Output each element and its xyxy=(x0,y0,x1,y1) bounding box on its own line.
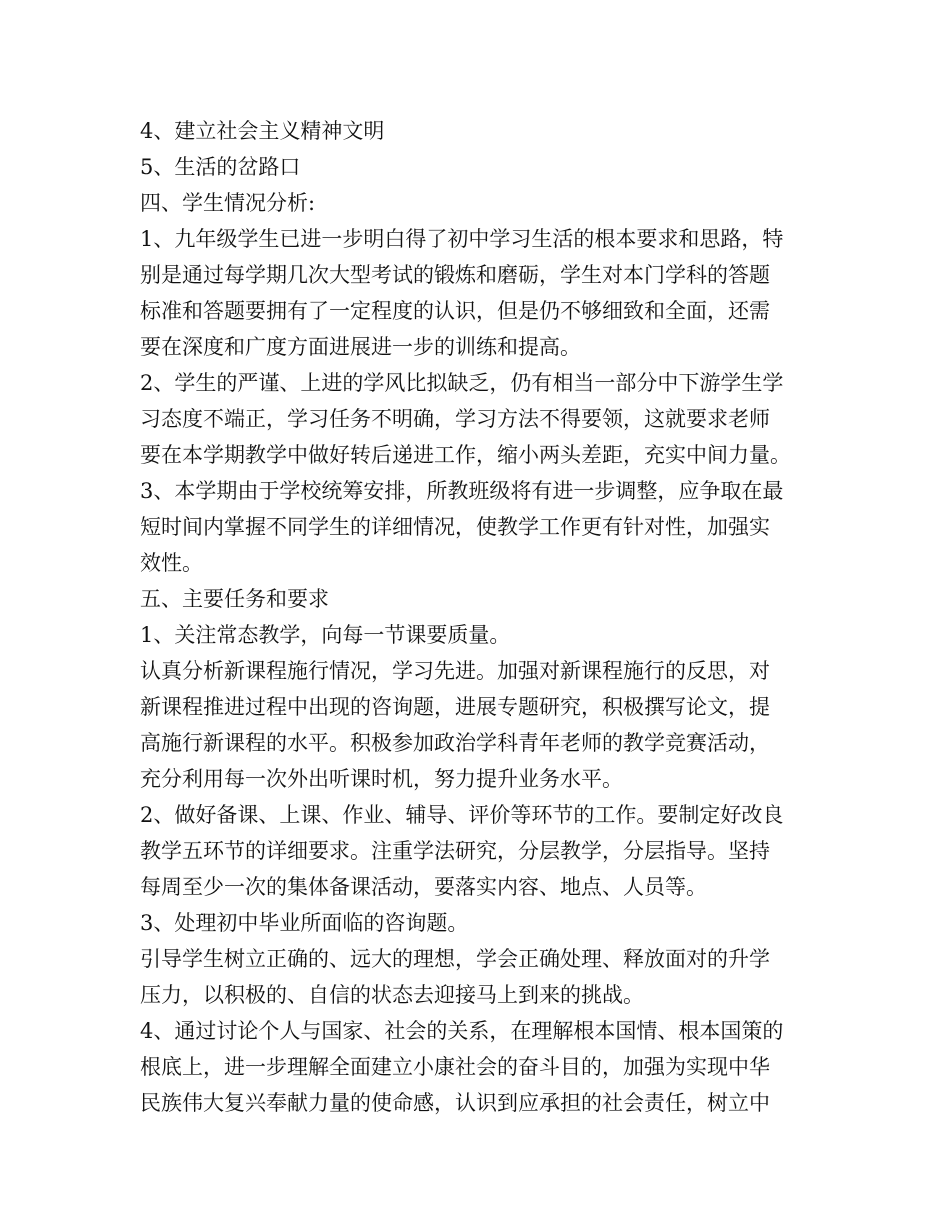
text-line: 4、通过讨论个人与国家、社会的关系，在理解根本国情、根本国策的 xyxy=(140,1019,784,1043)
text-line: 每周至少一次的集体备课活动，要落实内容、地点、人员等。 xyxy=(140,875,707,899)
text-line: 别是通过每学期几次大型考试的锻炼和磨砺，学生对本门学科的答题 xyxy=(140,263,770,287)
text-line: 5、生活的岔路口 xyxy=(140,155,301,179)
text-line: 1、关注常态教学，向每一节课要质量。 xyxy=(140,623,511,647)
text-line: 高施行新课程的水平。积极参加政治学科青年老师的教学竞赛活动， xyxy=(140,731,770,755)
section-heading: 五、主要任务和要求 xyxy=(140,587,329,611)
text-line: 4、建立社会主义精神文明 xyxy=(140,119,385,143)
text-line: 标准和答题要拥有了一定程度的认识，但是仍不够细致和全面，还需 xyxy=(140,299,770,323)
text-line: 引导学生树立正确的、远大的理想，学会正确处理、释放面对的升学 xyxy=(140,947,770,971)
text-line: 2、做好备课、上课、作业、辅导、评价等环节的工作。要制定好改良 xyxy=(140,803,784,827)
text-line: 充分利用每一次外出听课时机，努力提升业务水平。 xyxy=(140,767,623,791)
text-line: 习态度不端正，学习任务不明确，学习方法不得要领，这就要求老师 xyxy=(140,407,770,431)
text-line: 短时间内掌握不同学生的详细情况，使教学工作更有针对性，加强实 xyxy=(140,515,770,539)
text-line: 3、处理初中毕业所面临的咨询题。 xyxy=(140,911,469,935)
text-line: 3、本学期由于学校统筹安排，所教班级将有进一步调整，应争取在最 xyxy=(140,479,784,503)
text-line: 新课程推进过程中出现的咨询题，进展专题研究，积极撰写论文，提 xyxy=(140,695,770,719)
text-line: 压力，以积极的、自信的状态去迎接马上到来的挑战。 xyxy=(140,983,644,1007)
text-line: 效性。 xyxy=(140,551,203,575)
text-line: 民族伟大复兴奉献力量的使命感，认识到应承担的社会责任，树立中 xyxy=(140,1091,770,1115)
document-body xyxy=(140,113,820,1121)
text-line: 要在深度和广度方面进展进一步的训练和提高。 xyxy=(140,335,581,359)
text-line: 要在本学期教学中做好转后递进工作，缩小两头差距，充实中间力量。 xyxy=(140,443,791,467)
text-line: 2、学生的严谨、上进的学风比拟缺乏，仍有相当一部分中下游学生学 xyxy=(140,371,784,395)
text-line: 认真分析新课程施行情况，学习先进。加强对新课程施行的反思，对 xyxy=(140,659,770,683)
text-line: 教学五环节的详细要求。注重学法研究，分层教学，分层指导。坚持 xyxy=(140,839,770,863)
text-line: 1、九年级学生已进一步明白得了初中学习生活的根本要求和思路，特 xyxy=(140,227,784,251)
section-heading: 四、学生情况分析: xyxy=(140,191,316,215)
text-line: 根底上，进一步理解全面建立小康社会的奋斗目的，加强为实现中华 xyxy=(140,1055,770,1079)
